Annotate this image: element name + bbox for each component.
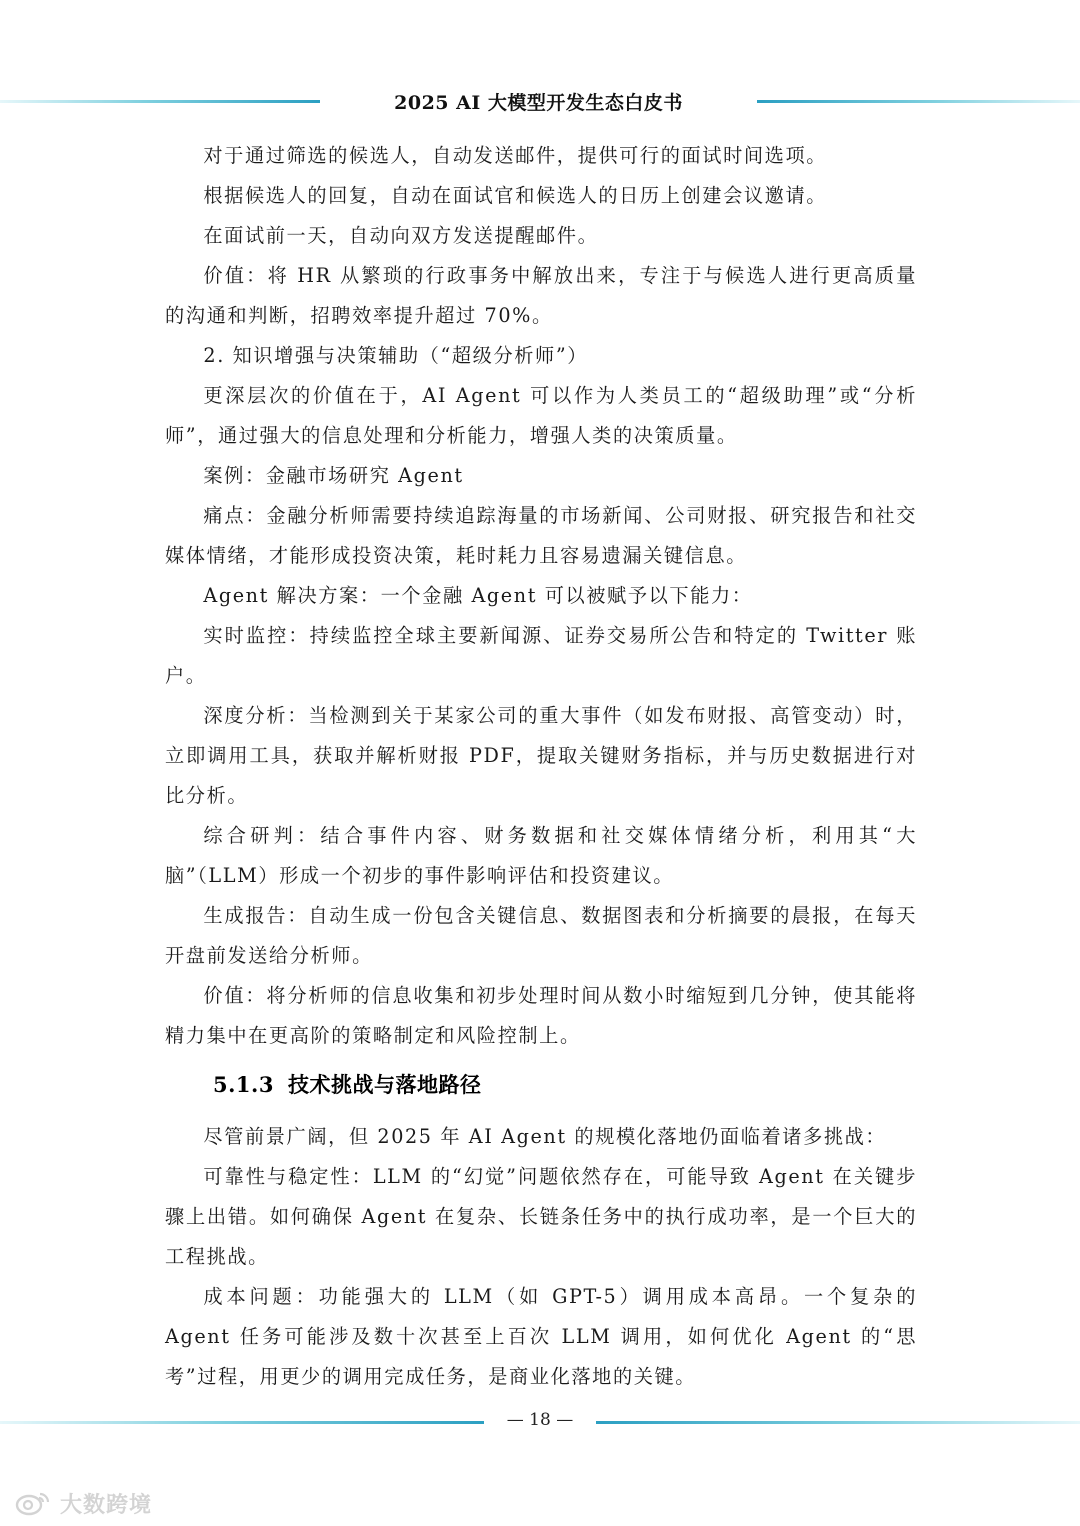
page-number: — 18 — — [506, 1410, 574, 1430]
weibo-eye-icon — [14, 1490, 54, 1516]
paragraph: 实时监控：持续监控全球主要新闻源、证券交易所公告和特定的 Twitter 账户。 — [165, 624, 917, 687]
paragraph: 深度分析：当检测到关于某家公司的重大事件（如发布财报、高管变动）时，立即调用工具，获取并解析财报 PDF，提取关键财务指标，并与历史数据进行对比分析。 — [165, 704, 917, 807]
subheading: 2. 知识增强与决策辅助（“超级分析师”） — [203, 344, 589, 367]
document-title: 2025 AI 大模型开发生态白皮书 — [394, 92, 683, 114]
paragraph: 尽管前景广阔，但 2025 年 AI Agent 的规模化落地仍面临着诸多挑战： — [203, 1125, 887, 1148]
paragraph: 价值：将分析师的信息收集和初步处理时间从数小时缩短到几分钟，使其能将精力集中在更高阶的策略制定和风险控制上。 — [165, 984, 917, 1047]
paragraph: 更深层次的价值在于，AI Agent 可以作为人类员工的“超级助理”或“分析师”，通过强大的信息处理和分析能力，增强人类的决策质量。 — [165, 384, 917, 447]
footer-rule-right — [596, 1421, 1080, 1424]
watermark — [14, 1488, 152, 1518]
paragraph: 可靠性与稳定性：LLM 的“幻觉”问题依然存在，可能导致 Agent 在关键步骤上出错。如何确保 Agent 在复杂、长链条任务中的执行成功率，是一个巨大的工程挑战。 — [165, 1165, 917, 1268]
header-rule-right — [757, 100, 1080, 103]
page-footer — [0, 1410, 1080, 1436]
paragraph: 成本问题：功能强大的 LLM（如 GPT-5）调用成本高昂。一个复杂的 Agent 任务可能涉及数十次甚至上百次 LLM 调用，如何优化 Agent 的“思考”过程，用更少的调用完成任务，是商业化落地的关键。 — [165, 1285, 917, 1388]
page-header — [0, 84, 1080, 120]
paragraph: 在面试前一天，自动向双方发送提醒邮件。 — [203, 224, 599, 247]
paragraph: 生成报告：自动生成一份包含关键信息、数据图表和分析摘要的晨报，在每天开盘前发送给分析师。 — [165, 904, 917, 967]
paragraph: 痛点：金融分析师需要持续追踪海量的市场新闻、公司财报、研究报告和社交媒体情绪，才能形成投资决策，耗时耗力且容易遗漏关键信息。 — [165, 504, 917, 567]
section-title: 技术挑战与落地路径 — [287, 1072, 482, 1097]
paragraph: 综合研判：结合事件内容、财务数据和社交媒体情绪分析，利用其“大脑”（LLM）形成一个初步的事件影响评估和投资建议。 — [165, 824, 917, 887]
page-content — [165, 136, 917, 1397]
section-heading — [165, 1071, 917, 1099]
section-number: 5.1.3 — [213, 1072, 274, 1097]
paragraph: Agent 解决方案：一个金融 Agent 可以被赋予以下能力： — [203, 584, 753, 607]
paragraph: 根据候选人的回复，自动在面试官和候选人的日历上创建会议邀请。 — [203, 184, 828, 207]
case-label: 案例：金融市场研究 Agent — [203, 464, 464, 487]
header-rule-left — [0, 100, 320, 103]
paragraph: 价值：将 HR 从繁琐的行政事务中解放出来，专注于与候选人进行更高质量的沟通和判断，招聘效率提升超过 70%。 — [165, 264, 917, 327]
footer-rule-left — [0, 1421, 484, 1424]
watermark-text: 大数跨境 — [60, 1492, 153, 1518]
paragraph: 对于通过筛选的候选人，自动发送邮件，提供可行的面试时间选项。 — [203, 144, 828, 167]
